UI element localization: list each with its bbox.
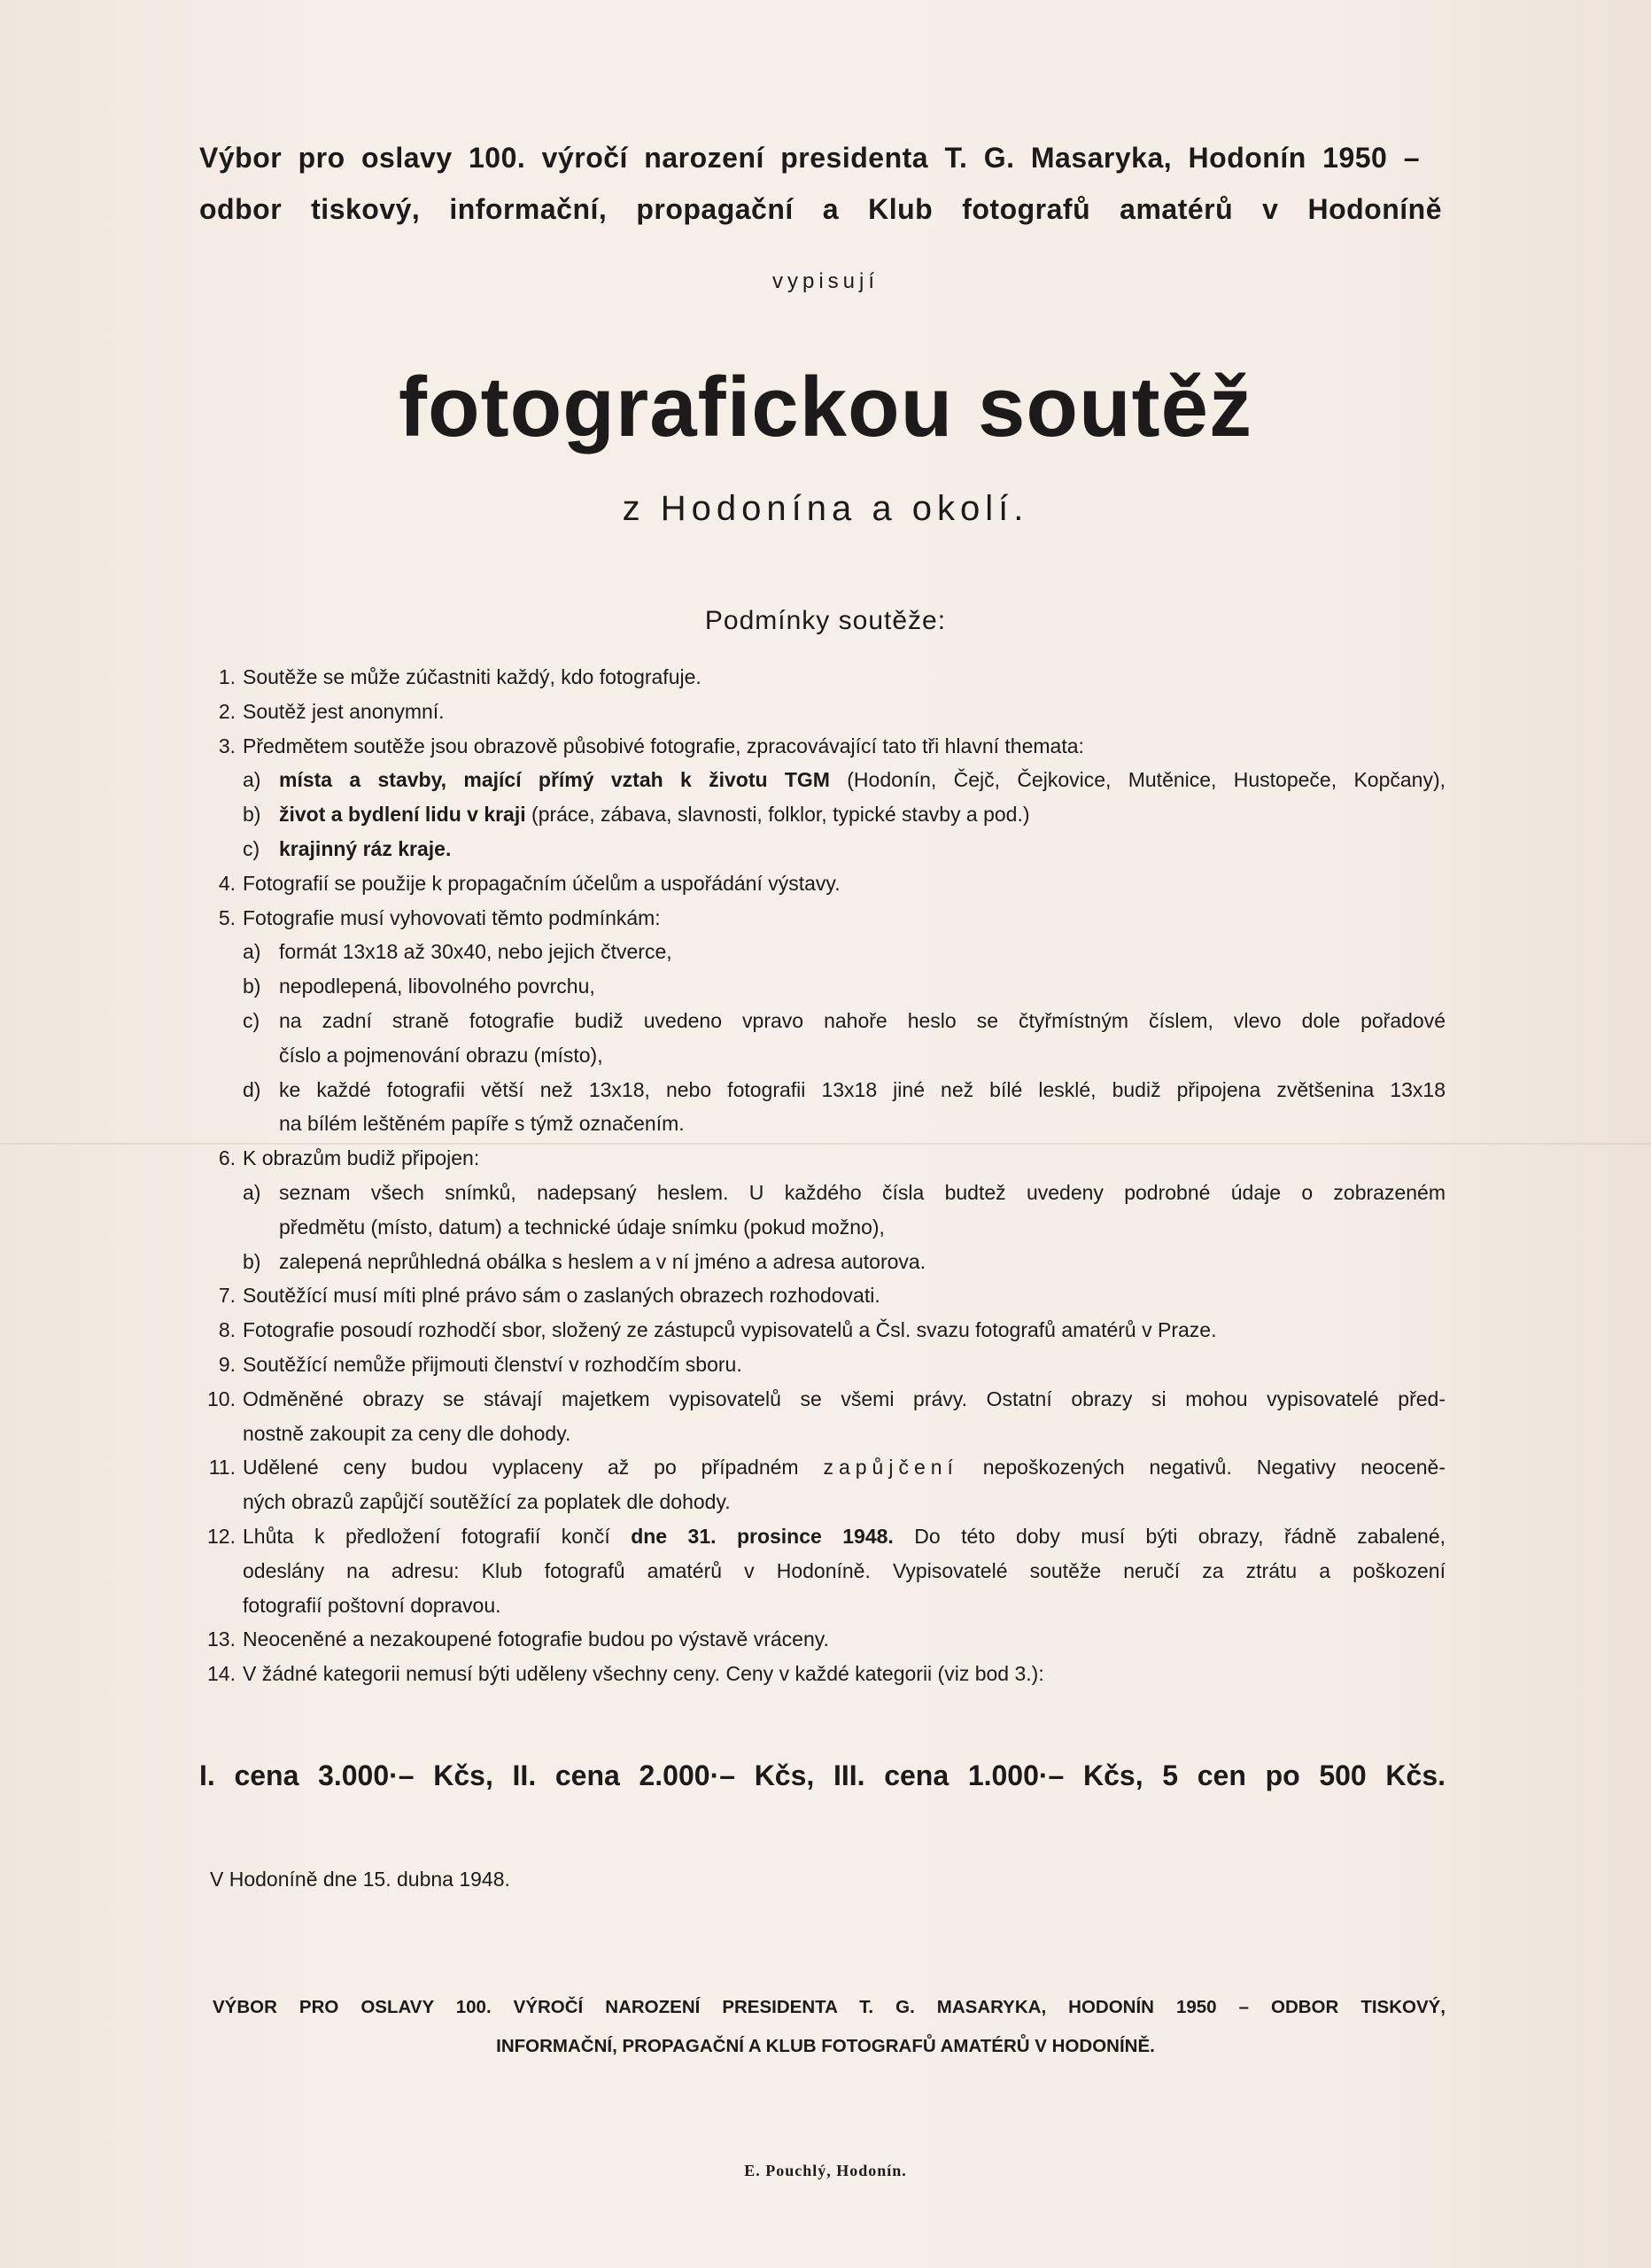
text-segment: Odměněné obrazy se stávají majetkem vypisovatelů se všemi právy. Ostatní obrazy si mohou vypisovatelé před- [243,1386,1446,1410]
page-title: fotografickou soutěž [398,360,1252,454]
text-segment: V žádné kategorii nemusí býti uděleny všechny ceny. Ceny v každé kategorii (viz bod 3.): [243,1662,1044,1686]
item-number: 4. [218,871,236,895]
text-segment: Fotografií se použije k propagačním účelům a uspořádání výstavy. [243,871,841,895]
list-line [243,1623,829,1655]
item-number: 11. [208,1456,236,1480]
list-line [243,1451,1446,1483]
conditions-heading: Podmínky soutěže: [704,606,947,635]
list-line [243,1555,1446,1587]
bold-text: místa a stavby, mající přímý vztah k životu TGM [279,768,830,792]
sub-item-letter: a) [243,1181,261,1204]
text-segment: ke každé fotografii větší než 13x18, nebo fotografii 13x18 jiné než bílé lesklé, budiž připojena zvětšenina 13x18 [279,1077,1446,1101]
list-line [279,1211,885,1243]
text-segment: (Hodonín, Čejč, Čejkovice, Mutěnice, Hustopeče, Kopčany), [829,768,1446,792]
list-line [279,1039,603,1071]
list-line [243,661,701,693]
item-number: 1. [218,665,236,688]
list-line [243,902,661,934]
item-number: 13. [207,1627,236,1651]
text-segment: Fotografie posoudí rozhodčí sbor, složený ze zástupců vypisovatelů a Čsl. svazu fotografů amatérů v Praze. [243,1318,1217,1342]
printer-imprint: E. Pouchlý, Hodonín. [744,2162,907,2179]
sub-item-letter: a) [243,768,261,792]
list-line [243,1279,880,1311]
list-line [243,1383,1446,1415]
text-segment: číslo a pojmenování obrazu (místo), [279,1043,603,1067]
list-line [243,1520,1446,1552]
header-line-1: Výbor pro oslavy 100. výročí narození presidenta T. G. Masaryka, Hodonín 1950 – [199,142,1420,174]
list-line [243,730,1084,762]
item-number: 5. [218,905,236,929]
list-line [243,695,445,727]
text-segment: K obrazům budiž připojen: [243,1146,480,1170]
list-line [279,1246,926,1278]
item-number: 3. [218,734,236,757]
text-segment: Do této doby musí býti obrazy, řádně zabalené, [893,1525,1446,1548]
list-line [243,1142,479,1174]
list-line [279,970,595,1002]
text-segment: seznam všech snímků, nadepsaný heslem. U každého čísla budtež uvedeny podrobné údaje o zobrazeném [279,1181,1446,1204]
list-line [279,833,451,865]
bold-text: dne 31. prosince 1948. [631,1525,894,1548]
item-number: 8. [218,1318,236,1342]
footer-line-1: VÝBOR PRO OSLAVY 100. VÝROČÍ NAROZENÍ PRESIDENTA T. G. MASARYKA, HODONÍN 1950 – ODBOR TISKOVÝ, [213,1997,1446,2017]
announce-text: vypisují [771,269,880,293]
prizes-text: I. cena 3.000·– Kčs, II. cena 2.000·– Kčs, III. cena 1.000·– Kčs, 5 cen po 500 Kčs. [199,1759,1446,1791]
text-segment: zalepená neprůhledná obálka s heslem a v ní jméno a adresa autorova. [279,1249,926,1273]
sub-item-letter: b) [243,975,261,998]
footer-line-2: INFORMAČNÍ, PROPAGAČNÍ A KLUB FOTOGRAFŮ AMATÉRŮ V HODONÍNĚ. [496,2036,1155,2056]
text-segment: ných obrazů zapůjčí soutěžící za poplatek dle dohody. [243,1490,731,1514]
text-segment: fotografií poštovní dopravou. [243,1593,501,1617]
sub-item-letter: d) [243,1077,261,1101]
list-line [279,1107,685,1139]
bold-text: život a bydlení lidu v kraji [279,803,526,827]
bold-text: krajinný ráz kraje. [279,837,452,860]
item-number: 7. [218,1284,236,1308]
list-line [243,1418,570,1449]
list-line [279,1005,1446,1037]
text-segment: Lhůta k předložení fotografií končí [243,1525,632,1548]
item-number: 6. [218,1146,236,1170]
list-line [243,1486,731,1518]
text-segment: zapůjčení [823,1456,958,1480]
sub-item-letter: a) [243,940,261,964]
list-line [243,1314,1216,1346]
item-number: 9. [218,1353,236,1376]
list-line [243,1589,501,1621]
list-line [279,764,1446,796]
text-segment: Neoceněné a nezakoupené fotografie budou po výstavě vráceny. [243,1627,829,1651]
header-line-2: odbor tiskový, informační, propagační a Klub fotografů amatérů v Hodoníně [199,193,1442,225]
text-segment: Udělené ceny budou vyplaceny až po případném [243,1456,824,1480]
text-segment: Soutěž jest anonymní. [243,699,445,723]
text-segment: formát 13x18 až 30x40, nebo jejich čtverce, [279,940,672,964]
text-segment: Soutěžící nemůže přijmouti členství v rozhodčím sboru. [243,1353,742,1376]
list-line [279,936,672,967]
list-line [243,867,841,899]
text-segment: odeslány na adresu: Klub fotografů amatérů v Hodoníně. Vypisovatelé soutěže neručí za ztrátu a poškození [243,1558,1446,1582]
sub-item-letter: b) [243,1249,261,1273]
text-segment: nepoškozených negativů. Negativy neoceně- [957,1456,1446,1480]
sub-item-letter: b) [243,803,261,827]
date-text: V Hodoníně dne 15. dubna 1948. [210,1868,510,1891]
sub-item-letter: c) [243,1009,260,1032]
text-segment: na zadní straně fotografie budiž uvedeno vpravo nahoře heslo se čtyřmístným číslem, vlevo dole pořadové [279,1009,1446,1032]
item-number: 14. [207,1662,236,1686]
text-segment: Soutěžící musí míti plné právo sám o zaslaných obrazech rozhodovati. [243,1284,880,1308]
text-segment: nostně zakoupit za ceny dle dohody. [243,1421,571,1445]
list-line [279,1177,1446,1208]
text-segment: Fotografie musí vyhovovati těmto podmínkám: [243,905,661,929]
item-number: 12. [207,1525,236,1548]
text-segment: na bílém leštěném papíře s týmž označením. [279,1112,685,1136]
text-segment: předmětu (místo, datum) a technické údaje snímku (pokud možno), [279,1215,885,1239]
sub-item-letter: c) [243,837,260,860]
list-line [279,1074,1446,1106]
list-line [243,1348,742,1380]
subtitle: z Hodonína a okolí. [622,489,1029,528]
text-segment: Soutěže se může zúčastniti každý, kdo fotografuje. [243,665,701,688]
item-number: 10. [207,1386,236,1410]
item-number: 2. [218,699,236,723]
text-segment: (práce, zábava, slavnosti, folklor, typické stavby a pod.) [525,803,1030,827]
list-line [243,1658,1044,1689]
text-segment: nepodlepená, libovolného povrchu, [279,975,595,998]
list-line [279,798,1030,830]
text-segment: Předmětem soutěže jsou obrazově působivé fotografie, zpracovávající tato tři hlavní themata: [243,734,1084,757]
